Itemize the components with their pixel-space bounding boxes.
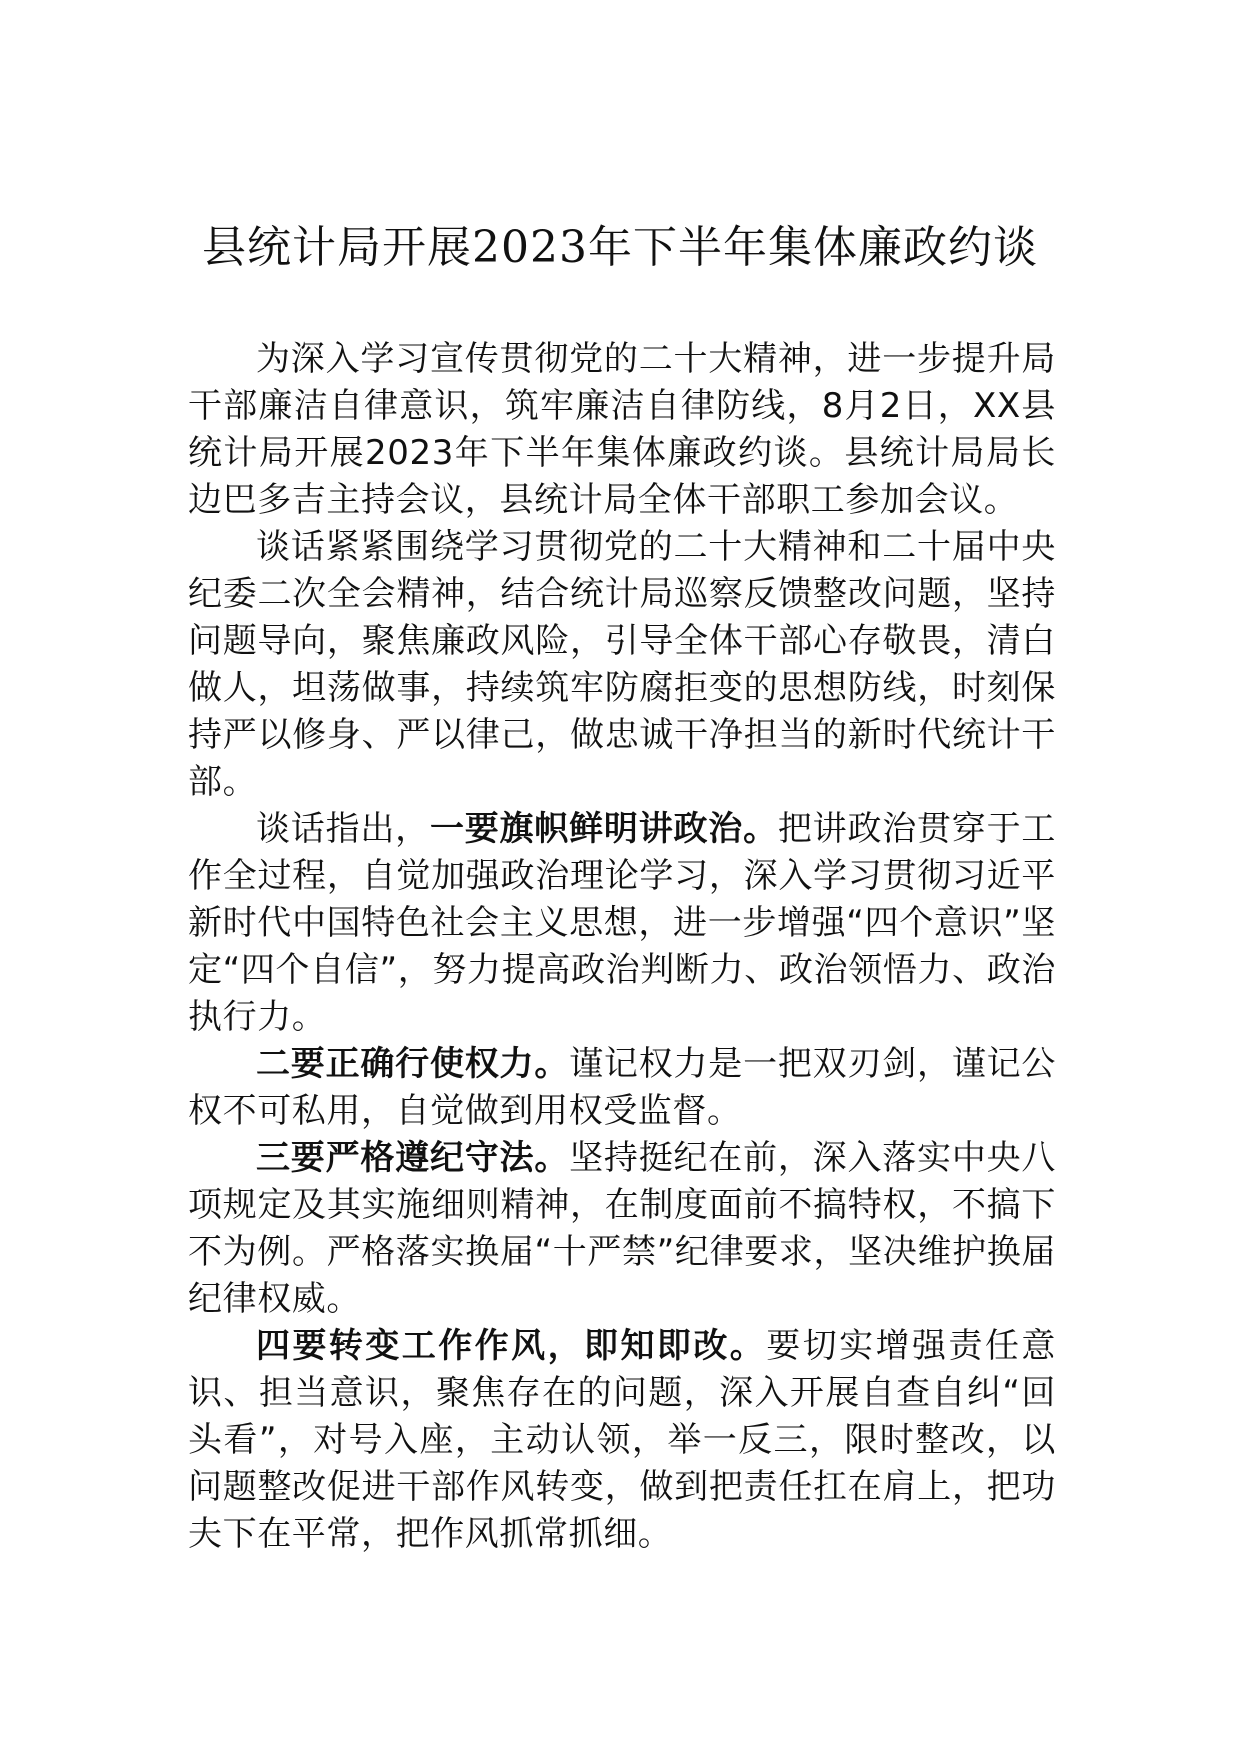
paragraph-intro xyxy=(188,336,1056,524)
paragraph-point-two xyxy=(188,1041,1056,1135)
point-heading: 二要正确行使权力。 xyxy=(256,1044,570,1084)
point-heading: 一要旗帜鲜明讲政治。 xyxy=(429,809,778,849)
point-heading: 四要转变工作作风，即知即改。 xyxy=(256,1326,767,1366)
paragraph-text: 为深入学习宣传贯彻党的二十大精神，进一步提升局干部廉洁自律意识，筑牢廉洁自律防线，8月2日，XX县统计局开展2023年下半年集体廉政约谈。县统计局局长边巴多吉主持会议，县统计局全体干部职工参加会议。 xyxy=(188,339,1056,520)
paragraph-text: 谈话紧紧围绕学习贯彻党的二十大精神和二十届中央纪委二次全会精神，结合统计局巡察反馈整改问题，坚持问题导向，聚焦廉政风险，引导全体干部心存敬畏，清白做人，坦荡做事，持续筑牢防腐拒变的思想防线，时刻保持严以修身、严以律己，做忠诚干净担当的新时代统计干部。 xyxy=(188,527,1056,802)
point-heading: 三要严格遵纪守法。 xyxy=(256,1138,570,1178)
paragraph-text: 谨记权力是一把双刃剑，谨记公权不可私用，自觉做到用权受监督。 xyxy=(188,1044,1056,1131)
paragraph-point-three xyxy=(188,1135,1056,1323)
paragraph-point-one xyxy=(188,806,1056,1041)
paragraph-prefix: 谈话指出， xyxy=(256,809,430,849)
paragraph-text: 把讲政治贯穿于工作全过程，自觉加强政治理论学习，深入学习贯彻习近平新时代中国特色社会主义思想，进一步增强“四个意识”坚定“四个自信”，努力提高政治判断力、政治领悟力、政治执行力。 xyxy=(188,809,1056,1037)
paragraph-focus xyxy=(188,524,1056,806)
paragraph-text: 要切实增强责任意识、担当意识，聚焦存在的问题，深入开展自查自纠“回头看”，对号入座，主动认领，举一反三，限时整改，以问题整改促进干部作风转变，做到把责任扛在肩上，把功夫下在平常，把作风抓常抓细。 xyxy=(188,1326,1056,1554)
paragraph-point-four xyxy=(188,1323,1056,1558)
document-body xyxy=(188,336,1056,1558)
document-title: 县统计局开展2023年下半年集体廉政约谈 xyxy=(202,222,1038,273)
paragraph-text: 坚持挺纪在前，深入落实中央八项规定及其实施细则精神，在制度面前不搞特权，不搞下不为例。严格落实换届“十严禁”纪律要求，坚决维护换届纪律权威。 xyxy=(188,1138,1056,1319)
